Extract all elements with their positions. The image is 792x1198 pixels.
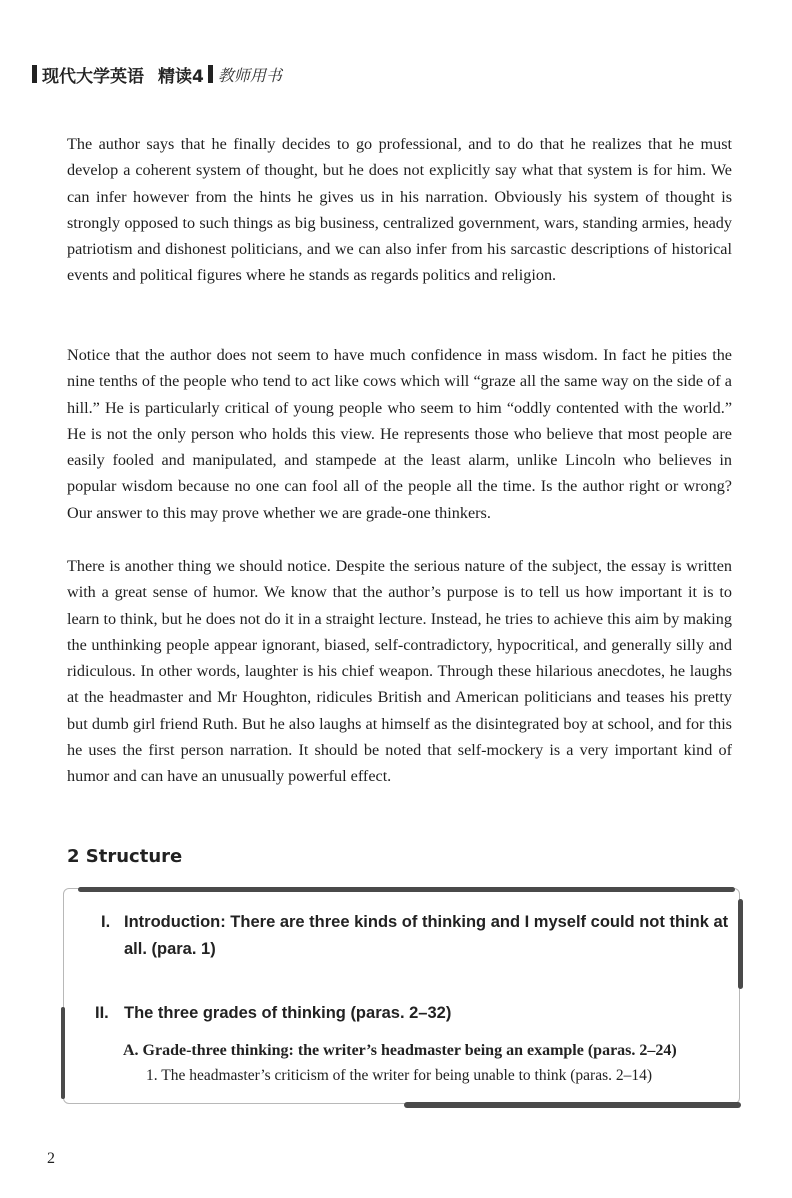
- body-paragraph-1: The author says that he finally decides to go professional, and to do that he realizes that he must develop a coherent system of thought, but he does not explicitly say what that system is for him. We can infer however from the hints he gives us in his narration. Obviously his system of thought is strongly opposed to such things as big business, centralized government, wars, standing armies, heady patriotism and dishonest politicians, and we can also infer from his sarcastic descriptions of historical events and political figures where he stands as regards politics and religion.: [67, 135, 732, 285]
- header-bar-mark: [32, 65, 37, 83]
- outline-subitem-a: A. Grade-three thinking: the writer’s headmaster being an example (paras. 2–24): [123, 1042, 677, 1059]
- outline-item-2-text: The three grades of thinking (paras. 2–32): [124, 1004, 452, 1022]
- outline-item-1-text: Introduction: There are three kinds of thinking and I myself could not think at all. (para. 1): [124, 913, 729, 958]
- header-subtitle: 教师用书: [217, 65, 282, 85]
- page-number: 2: [47, 1150, 55, 1167]
- outline-item-2-number: II.: [95, 1004, 109, 1022]
- box-top-rule: [78, 887, 735, 892]
- book-title: 精读4: [158, 66, 204, 87]
- outline-item-1-number: I.: [101, 913, 111, 931]
- box-right-rule: [738, 899, 743, 989]
- running-header: [32, 60, 282, 88]
- outline-subitem-a-1: 1. The headmaster’s criticism of the writer for being unable to think (paras. 2–14): [146, 1067, 653, 1084]
- box-bottom-rule: [404, 1102, 741, 1108]
- body-paragraph-3: There is another thing we should notice. Despite the serious nature of the subject, the essay is written with a great sense of humor. We know that the author’s purpose is to tell us how important it is to learn to think, but he does not do it in a straight lecture. Instead, he tries to achieve this aim by making the unthinking people appear ignorant, biased, self-contradictory, hypocritical, and generally silly and ridiculous. In other words, laughter is his chief weapon. Through these hilarious anecdotes, he laughs at the headmaster and Mr Houghton, ridicules British and American politicians and teases his pretty but dumb girl friend Ruth. But he also laughs at himself as the disintegrated boy at school, and for this he uses the first person narration. It should be noted that self-mockery is a very important kind of humor and can have an unusually powerful effect.: [67, 557, 732, 786]
- series-title: 现代大学英语: [42, 66, 144, 87]
- header-bar-mark-2: [208, 65, 213, 83]
- section-heading: 2 Structure: [67, 846, 183, 867]
- body-paragraph-2: Notice that the author does not seem to have much confidence in mass wisdom. In fact he pities the nine tenths of the people who tend to act like cows which will “graze all the same way on the side of a hill.” He is particularly critical of young people who seem to him “oddly contented with the world.” He is not the only person who holds this view. He represents those who believe that most people are easily fooled and manipulated, and stampede at the least alarm, unlike Lincoln who believes in popular wisdom because no one can fool all of the people all the time. Is the author right or wrong? Our answer to this may prove whether we are grade-one thinkers.: [67, 346, 732, 522]
- box-left-rule: [61, 1007, 65, 1099]
